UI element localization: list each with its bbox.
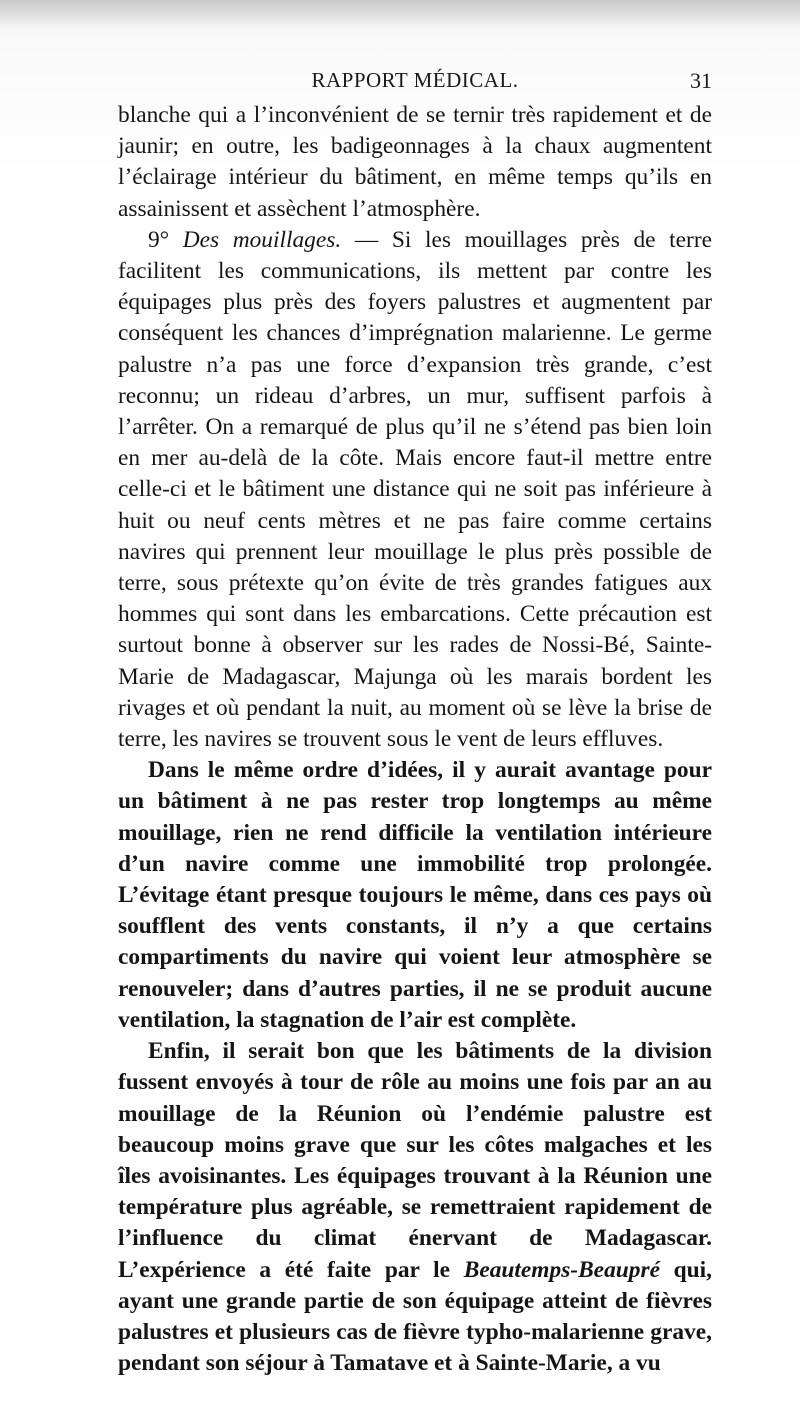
paragraph-reunion <box>118 1036 712 1379</box>
paragraph-mouillages-text: — Si les mouillages près de terre facilitent les communications, ils mettent par contre les équipages plus près des foyers palustres et augmentent par conséquent les chances d’imprégnation malarienne. Le germe palustre n’a pas une force d’expansion très grande, c’est reconnu; un rideau d’arbres, un mur, suffisent parfois à l’arrêter. On a remarqué de plus qu’il ne s’étend pas bien loin en mer au-delà de la côte. Mais encore faut-il mettre entre celle-ci et le bâtiment une distance qui ne soit pas inférieure à huit ou neuf cents mètres et ne pas faire comme certains navires qui prennent leur mouillage le plus près possible de terre, sous prétexte qu’on évite de très grandes fatigues aux hommes qui sont dans les embarcations. Cette précaution est surtout bonne à observer sur les rades de Nossi-Bé, Sainte-Marie de Madagascar, Majunga où les marais bordent les rivages et où pendant la nuit, au moment où se lève la brise de terre, les navires se trouvent sous le vent de leurs effluves. <box>118 226 712 753</box>
running-title: RAPPORT MÉDICAL. <box>311 68 519 92</box>
section-heading: Des mouillages. <box>182 226 342 253</box>
running-head <box>118 66 712 96</box>
section-number: 9° <box>148 226 183 253</box>
body-text <box>118 100 712 1379</box>
ship-name: Beautemps-Beaupré <box>463 1256 660 1283</box>
paragraph-mouillage-duration: Dans le même ordre d’idées, il y aurait avantage pour un bâtiment à ne pas rester trop longtemps au même mouillage, rien ne rend difficile la ventilation intérieure d’un navire comme une immobilité trop prolongée. L’évitage étant presque toujours le même, dans ces pays où soufflent des vents constants, il n’y a que certains compartiments du navire qui voient leur atmosphère se renouveler; dans d’autres parties, il ne se produit aucune ventilation, la stagnation de l’air est complète. <box>118 757 712 1033</box>
paragraph-reunion-text: Enfin, il serait bon que les bâtiments de la division fussent envoyés à tour de rôle au moins une fois par an au mouillage de la Réunion où l’endémie palustre est beaucoup moins grave que sur les côtes malgaches et les îles avoisinantes. Les équipages trouvant à la Réunion une température plus agréable, se remettraient rapidement de l’influence du climat énervant de Madagascar. L’expérience a été faite par le <box>118 1038 712 1283</box>
paragraph-continuation: blanche qui a l’inconvénient de se ternir très rapidement et de jaunir; en outre, les badigeonnages à la chaux augmentent l’éclairage intérieur du bâtiment, en même temps qu’ils en assainissent et assèchent l’atmosphère. <box>118 102 712 222</box>
page-number: 31 <box>690 68 712 93</box>
paragraph-reunion-tail: qui, ayant une grande partie de son équipage atteint de fièvres palustres et plusieurs cas de fièvre typho-malarienne grave, pendant son séjour à Tamatave et à Sainte-Marie, a vu <box>118 1256 712 1377</box>
paragraph-mouillages <box>118 225 712 755</box>
scan-shadow <box>0 0 800 30</box>
